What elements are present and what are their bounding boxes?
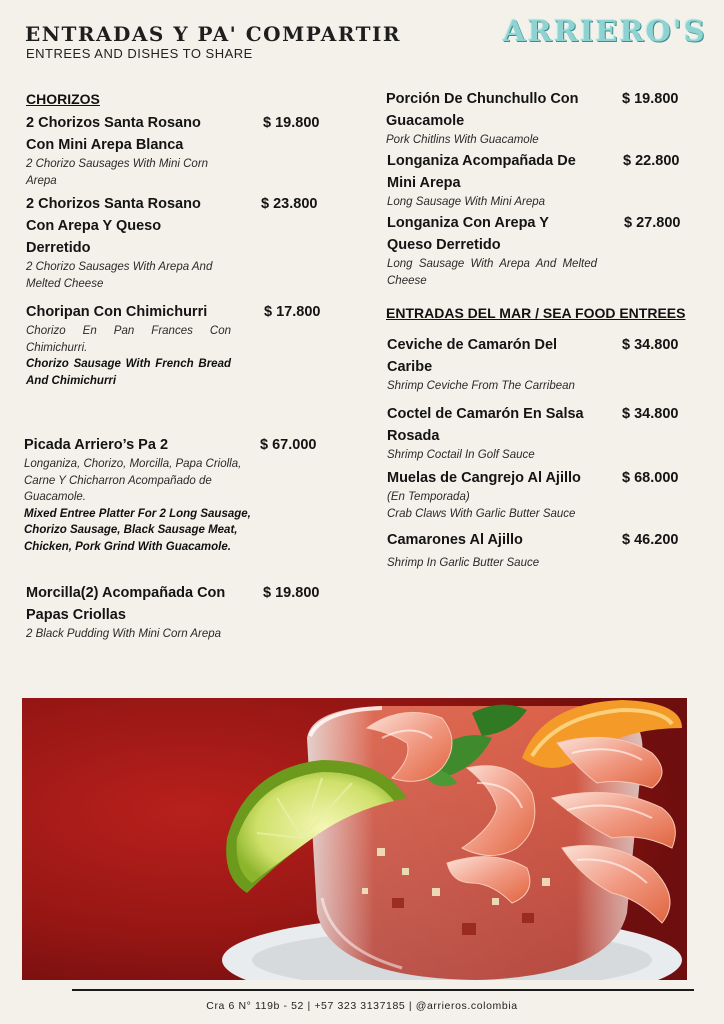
menu-item [387, 212, 696, 289]
item-price: $ 34.800 [622, 406, 679, 422]
item-description: Shrimp In Garlic Butter Sauce [387, 557, 540, 569]
item-price: $ 46.200 [622, 532, 679, 548]
item-name: Longaniza Con Arepa Y Queso Derretido [387, 215, 549, 253]
item-name: Choripan Con Chimichurri [26, 304, 208, 320]
menu-item [26, 112, 331, 189]
item-description: Long Sausage With Arepa And Melted Cheese [387, 258, 597, 287]
brand-logo: ARRIERO'S [503, 14, 707, 48]
item-price: $ 19.800 [622, 91, 679, 107]
menu-item [26, 582, 331, 643]
item-price: $ 19.800 [263, 115, 320, 131]
menu-item [386, 88, 696, 149]
menu-item [24, 434, 331, 555]
item-description: Chorizo En Pan Frances Con Chimichurri. [26, 325, 231, 354]
item-price: $ 27.800 [624, 215, 681, 231]
item-name: Porción De Chunchullo Con Guacamole [386, 91, 579, 129]
menu-item [387, 150, 696, 211]
section-title-seafood: ENTRADAS DEL MAR / SEA FOOD ENTREES [386, 305, 686, 321]
item-price: $ 23.800 [261, 196, 318, 212]
item-description: 2 Black Pudding With Mini Corn Arepa [26, 628, 222, 640]
footer-contact: Cra 6 N° 119b - 52 | +57 323 3137185 | @arrieros.colombia [206, 1000, 518, 1012]
page-subtitle: ENTREES AND DISHES TO SHARE [26, 46, 253, 61]
item-name: Ceviche de Camarón Del Caribe [387, 337, 558, 375]
item-description: 2 Chorizo Sausages With Arepa And Melted Cheese [26, 261, 213, 290]
menu-item [387, 403, 696, 464]
item-price: $ 22.800 [623, 153, 680, 169]
shrimp-cocktail-photo [22, 698, 687, 980]
section-title-chorizos: CHORIZOS [26, 91, 100, 107]
item-name: 2 Chorizos Santa Rosano Con Mini Arepa Blanca [26, 115, 201, 153]
item-price: $ 34.800 [622, 337, 679, 353]
menu-item [387, 467, 696, 522]
page-title: ENTRADAS Y PA' COMPARTIR [25, 22, 401, 46]
menu-item [387, 334, 696, 395]
shrimp-cocktail-illustration [22, 698, 687, 980]
menu-item [26, 301, 331, 389]
item-name: Picada Arriero’s Pa 2 [24, 437, 169, 453]
item-name: Longaniza Acompañada De Mini Arepa [387, 153, 576, 191]
item-note: (En Temporada) [387, 491, 470, 503]
item-description: Long Sausage With Mini Arepa [387, 196, 546, 208]
footer-divider [72, 989, 694, 991]
item-description: Longaniza, Chorizo, Morcilla, Papa Criolla, Carne Y Chicharron Acompañado de Guacamole. [24, 458, 242, 503]
item-price: $ 68.000 [622, 470, 679, 486]
item-name: Camarones Al Ajillo [387, 532, 523, 548]
menu-item [26, 193, 331, 292]
menu-item [387, 529, 696, 572]
item-description: Shrimp Ceviche From The Carribean [387, 380, 575, 392]
item-description: 2 Chorizo Sausages With Mini Corn Arepa [26, 158, 209, 187]
item-description: Pork Chitlins With Guacamole [386, 134, 539, 146]
item-description: Crab Claws With Garlic Butter Sauce [387, 507, 576, 520]
item-price: $ 17.800 [264, 304, 321, 320]
item-price: $ 67.000 [260, 437, 317, 453]
item-name: 2 Chorizos Santa Rosano Con Arepa Y Queso Derretido [26, 196, 201, 256]
item-name: Coctel de Camarón En Salsa Rosada [387, 406, 584, 444]
item-description-english: Chorizo Sausage With French Bread And Chimichurri [26, 358, 231, 387]
item-description: Shrimp Coctail In Golf Sauce [387, 449, 535, 461]
item-name: Morcilla(2) Acompañada Con Papas Criollas [26, 585, 226, 623]
item-price: $ 19.800 [263, 585, 320, 601]
item-description-english: Mixed Entree Platter For 2 Long Sausage, Chorizo Sausage, Black Sausage Meat, Chicken, Pork Grind With Guacamole. [24, 507, 251, 553]
item-name: Muelas de Cangrejo Al Ajillo [387, 470, 581, 486]
